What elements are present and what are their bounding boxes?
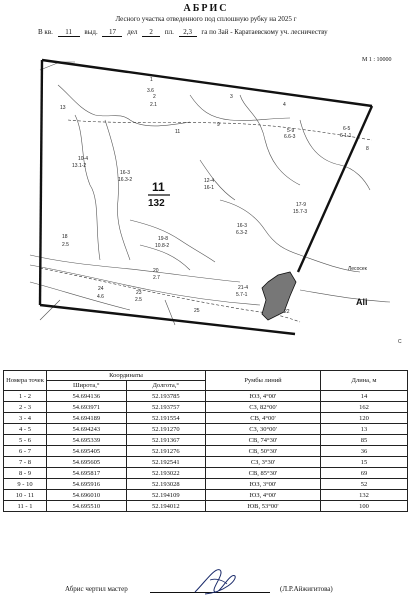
lon-cell: 52.193022 [126,468,206,479]
bearing-cell: СВ, 74°30' [206,435,321,446]
lat-cell: 54.693971 [47,402,127,413]
map-label: Лесосек [348,266,367,272]
length-cell: 14 [321,391,408,402]
lon-cell: 52.191276 [126,446,206,457]
lat-cell: 54.694136 [47,391,127,402]
map-label: 21-4 [238,285,249,291]
lat-cell: 54.694243 [47,424,127,435]
signature-label: Абрис чертил мастер [65,585,128,593]
location-line [38,28,328,37]
length-cell: 85 [321,435,408,446]
map-label: 10-4 [78,156,89,162]
table-row [4,479,408,490]
cutting-area [262,272,296,320]
lon-cell: 52.193028 [126,479,206,490]
map-label: 16-3 [237,223,248,229]
vyd-prefix: выд. [84,28,98,36]
map-label: 3.6 [147,88,154,94]
lat-cell: 54.695916 [47,479,127,490]
points-header: Номера точек [4,371,47,391]
bearing-cell: ЮВ, 53°00' [206,501,321,512]
table-row [4,490,408,501]
points-cell: 11 - 1 [4,501,47,512]
map-label: 9 [217,122,220,128]
kv-prefix: В кв. [38,28,53,36]
points-cell: 8 - 9 [4,468,47,479]
map-label: 2 [153,94,156,100]
map-label: 11 [175,129,181,135]
points-cell: 1 - 2 [4,391,47,402]
pl-prefix: пл. [164,28,174,36]
map-label: 8 [366,146,369,152]
map-label: 17-9 [296,202,307,208]
lat-cell: 54.695605 [47,457,127,468]
bearing-header: Румбы линий [206,371,321,391]
map-label: 19-8 [158,236,169,242]
table-row [4,413,408,424]
length-cell: 120 [321,413,408,424]
pl-value: 2,3 [179,28,197,37]
document-subtitle: Лесного участка отведенного под сплошную рубку на 2025 г [115,15,297,23]
map-label: 25 [194,308,200,314]
lon-cell: 52.194109 [126,490,206,501]
document-title: АБРИС [183,3,229,14]
del-prefix: дел [127,28,138,36]
map-label: 6.3-2 [236,230,248,236]
map-label: 12-4 [204,178,215,184]
lat-header: Широта,° [47,381,127,391]
del-value: 2 [142,28,160,37]
quarter-boundary [40,60,372,334]
bearing-cell: ЮЗ, 4°00' [206,391,321,402]
map-label: 2.1 [150,102,157,108]
signature-image [185,562,245,598]
lon-cell: 52.192541 [126,457,206,468]
points-cell: 6 - 7 [4,446,47,457]
kv-value: 11 [58,28,80,37]
bearing-cell: ЮЗ, 3°00' [206,479,321,490]
map-label: 22 [284,309,290,315]
map-label: 5.7-1 [236,292,248,298]
coordinates-table-body [4,391,408,512]
lat-cell: 54.695510 [47,501,127,512]
lat-cell: 54.695405 [47,446,127,457]
bearing-cell: СВ, 4°00' [206,413,321,424]
coordinates-table [3,370,408,512]
table-row [4,424,408,435]
points-cell: 2 - 3 [4,402,47,413]
table-row [4,468,408,479]
vyd-value: 17 [102,28,122,37]
map-labels [60,77,402,345]
points-cell: 3 - 4 [4,413,47,424]
points-cell: 4 - 5 [4,424,47,435]
map-label: 16.3-2 [118,177,133,183]
quarter-number: 11 [152,180,165,194]
lat-cell: 54.695339 [47,435,127,446]
map-label: 6-5 [343,126,351,132]
length-cell: 69 [321,468,408,479]
map-label: C [398,339,402,345]
points-cell: 5 - 6 [4,435,47,446]
points-cell: 9 - 10 [4,479,47,490]
map-label: 2.5 [62,242,69,248]
lon-header: Долгота,° [126,381,206,391]
map-label: 2.5 [135,297,142,303]
map-scale: М 1 : 10000 [362,57,392,63]
length-cell: 162 [321,402,408,413]
lat-cell: 54.695817 [47,468,127,479]
length-cell: 13 [321,424,408,435]
table-row [4,457,408,468]
length-cell: 100 [321,501,408,512]
map-label-bold: Ali [356,297,368,307]
lon-cell: 52.193785 [126,391,206,402]
forest-plan-map [0,55,412,355]
coords-header: Координаты [47,371,206,381]
map-label: 16-1 [204,185,215,191]
quarter-area: 132 [148,198,165,209]
map-label: 4 [283,102,286,108]
road-lines [40,120,372,322]
points-cell: 7 - 8 [4,457,47,468]
length-cell: 36 [321,446,408,457]
table-row [4,501,408,512]
map-label: 6 1-1 [340,133,352,139]
lon-cell: 52.191270 [126,424,206,435]
map-label: 5-9 [287,128,295,134]
lon-cell: 52.191367 [126,435,206,446]
table-row [4,446,408,457]
map-label: 16-3 [120,170,131,176]
map-label: 1 [150,77,153,83]
map-label: 24 [98,286,104,292]
length-cell: 132 [321,490,408,501]
points-cell: 10 - 11 [4,490,47,501]
bearing-cell: ЮЗ, 4°00' [206,490,321,501]
lon-cell: 52.194012 [126,501,206,512]
lon-cell: 52.193757 [126,402,206,413]
map-label: 20 [153,268,159,274]
location-suffix: га по Зай - Каратаевскому уч. лесничеству [201,28,328,36]
lon-cell: 52.191554 [126,413,206,424]
length-cell: 15 [321,457,408,468]
bearing-cell: СЗ, 82°00' [206,402,321,413]
map-label: 3 [230,94,233,100]
lat-cell: 54.696010 [47,490,127,501]
map-label: 10.8-2 [155,243,170,249]
bearing-cell: СВ, 50°30' [206,446,321,457]
map-label: 2.7 [153,275,160,281]
map-label: 13 [60,105,66,111]
table-row [4,391,408,402]
map-label: 15.7-3 [293,209,308,215]
table-row [4,435,408,446]
length-header: Длина, м [321,371,408,391]
signature-name: (Л.Р.Айжигитова) [280,585,333,593]
bearing-cell: СЗ, 30°00' [206,424,321,435]
map-label: 13.1-2 [72,163,87,169]
map-label: 6.6-3 [284,134,296,140]
bearing-cell: СВ, 85°30' [206,468,321,479]
lat-cell: 54.694189 [47,413,127,424]
bearing-cell: СЗ, 3°30' [206,457,321,468]
map-label: 23 [136,290,142,296]
map-label: 4.6 [97,294,104,300]
map-label: 18 [62,234,68,240]
length-cell: 52 [321,479,408,490]
table-row [4,402,408,413]
